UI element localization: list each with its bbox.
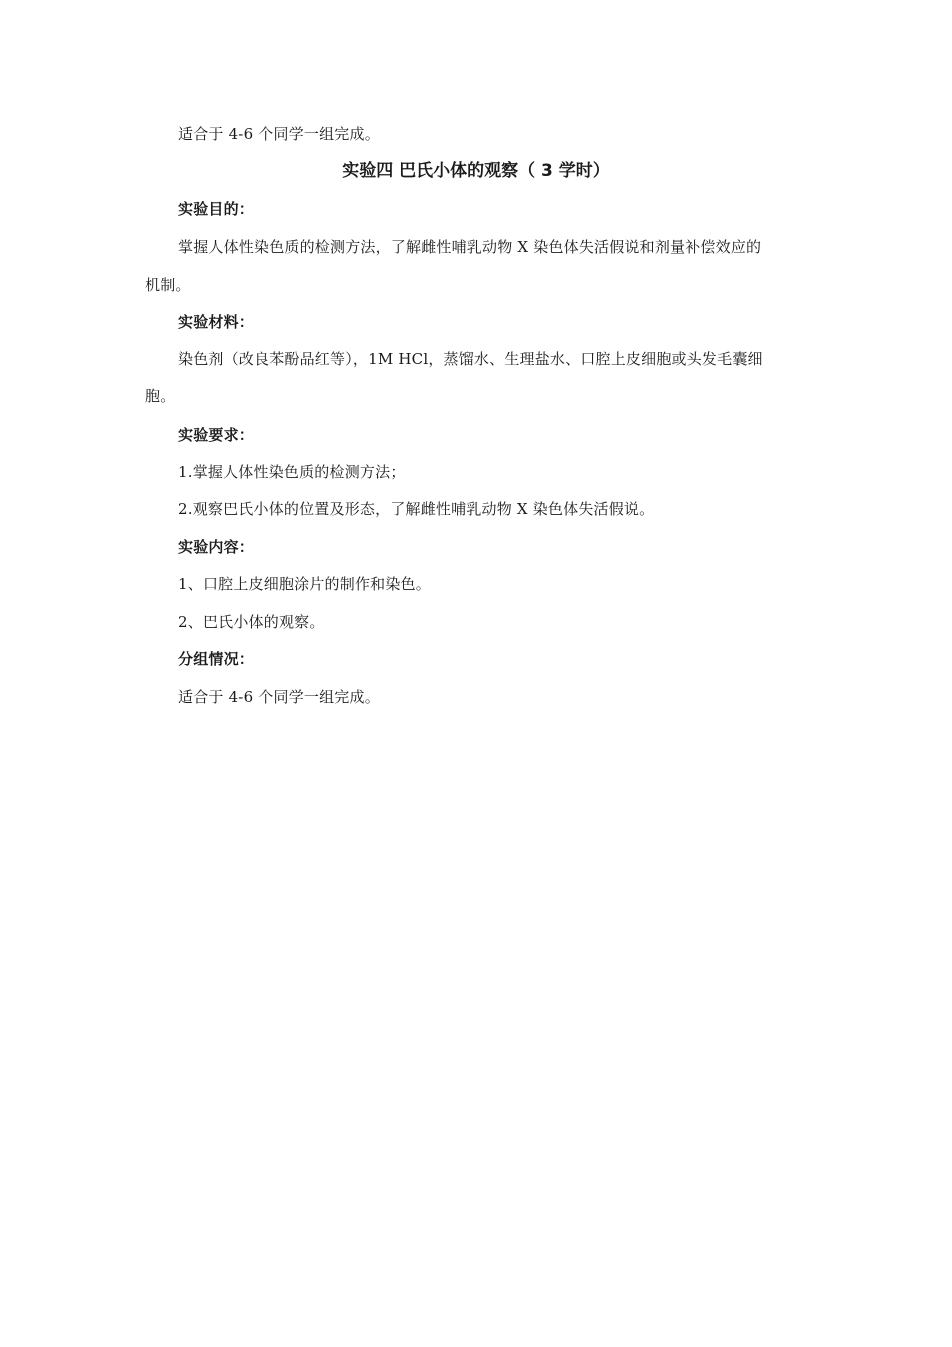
requirements-item-2: 2.观察巴氏小体的位置及形态，了解雌性哺乳动物 X 染色体失活假说。 xyxy=(178,500,655,518)
purpose-text-line-2: 机制。 xyxy=(145,276,191,294)
materials-text-line-1: 染色剂（改良苯酚品红等），1M HCl，蒸馏水、生理盐水、口腔上皮细胞或头发毛囊细 xyxy=(178,350,763,368)
previous-grouping-text: 适合于 4-6 个同学一组完成。 xyxy=(178,125,380,143)
materials-text-line-2: 胞。 xyxy=(145,387,176,405)
grouping-text: 适合于 4-6 个同学一组完成。 xyxy=(178,688,380,706)
purpose-heading: 实验目的： xyxy=(178,200,255,218)
purpose-text-line-1: 掌握人体性染色质的检测方法，了解雌性哺乳动物 X 染色体失活假说和剂量补偿效应的 xyxy=(178,238,762,256)
grouping-heading: 分组情况： xyxy=(178,650,255,668)
experiment-title: 实验四 巴氏小体的观察（ 3 学时） xyxy=(342,161,610,181)
content-item-2: 2、巴氏小体的观察。 xyxy=(178,613,325,631)
requirements-item-1: 1.掌握人体性染色质的检测方法； xyxy=(178,463,406,481)
materials-heading: 实验材料： xyxy=(178,313,255,331)
content-item-1: 1、口腔上皮细胞涂片的制作和染色。 xyxy=(178,575,431,593)
content-heading: 实验内容： xyxy=(178,538,255,556)
requirements-heading: 实验要求： xyxy=(178,426,255,444)
